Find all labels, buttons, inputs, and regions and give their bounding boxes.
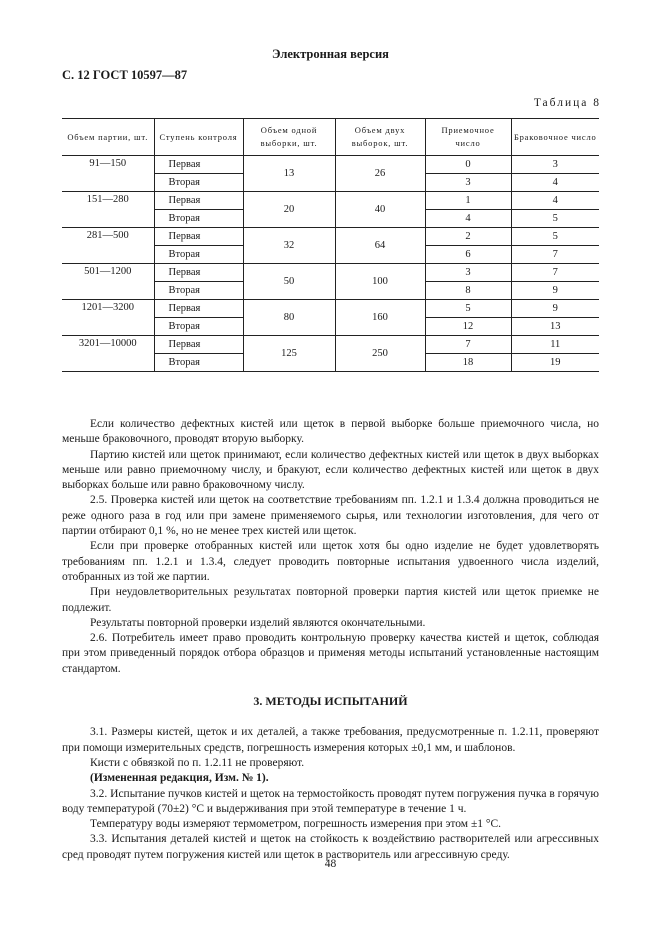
level-cell: Первая <box>154 228 243 246</box>
reject-cell: 7 <box>511 246 599 264</box>
page-header: С. 12 ГОСТ 10597—87 <box>62 68 188 82</box>
two-sample-cell: 40 <box>335 192 425 228</box>
edition-label: Электронная версия <box>272 47 389 61</box>
table-row <box>62 336 599 354</box>
level-cell: Первая <box>154 336 243 354</box>
two-sample-cell: 26 <box>335 156 425 192</box>
reject-cell: 7 <box>511 264 599 282</box>
col-header: Объем партии, шт. <box>62 119 154 156</box>
page-number: 48 <box>324 858 337 870</box>
accept-cell: 5 <box>425 300 511 318</box>
accept-cell: 1 <box>425 192 511 210</box>
level-cell: Вторая <box>154 210 243 228</box>
two-sample-cell: 250 <box>335 336 425 372</box>
accept-cell: 2 <box>425 228 511 246</box>
reject-cell: 3 <box>511 156 599 174</box>
accept-cell: 18 <box>425 354 511 372</box>
one-sample-cell: 32 <box>243 228 335 264</box>
two-sample-cell: 100 <box>335 264 425 300</box>
paragraph: 2.5. Проверка кистей или щеток на соответствие требованиям пп. 1.2.1 и 1.3.4 должна проводиться не реже одного раза в год или при замене применяемого сырья, или технологии изготовления, для чего от партии отбирают 0,1 %, но не менее трех кистей или щеток. <box>62 494 599 538</box>
table-caption: Таблица 8 <box>533 97 601 109</box>
paragraph: Температуру воды измеряют термометром, погрешность измерения при этом ±1 °С. <box>90 818 502 831</box>
one-sample-cell: 50 <box>243 264 335 300</box>
paragraph: 2.6. Потребитель имеет право проводить контрольную проверку качества кистей и щеток, соблюдая при этом приведенный порядок отбора образцов и применяя методы испытаний установленные настоящим стандартом. <box>62 632 599 675</box>
level-cell: Первая <box>154 300 243 318</box>
lot-size-cell: 1201—3200 <box>62 300 154 336</box>
level-cell: Вторая <box>154 354 243 372</box>
reject-cell: 9 <box>511 282 599 300</box>
paragraph: Если при проверке отобранных кистей или щеток хотя бы одно изделие не будет удовлетворять требованиям пп. 1.2.1 и 1.3.4, следует проводить повторные испытания удвоенного числа изделий, отобранных из той же партии. <box>62 540 599 583</box>
accept-cell: 6 <box>425 246 511 264</box>
table-header-row <box>62 119 599 156</box>
reject-cell: 13 <box>511 318 599 336</box>
section-title: 3. МЕТОДЫ ИСПЫТАНИЙ <box>253 694 408 709</box>
reject-cell: 5 <box>511 210 599 228</box>
table-row <box>62 264 599 282</box>
paragraph: 3.3. Испытания деталей кистей и щеток на стойкость к воздействию растворителей или агрессивных сред проводят путем погружения кистей или щеток в растворитель или агрессивную среду. <box>62 833 599 861</box>
paragraph: Партию кистей или щеток принимают, если количество дефектных кистей или щеток в двух выборках меньше или равно приемочному числу, и бракуют, если количество дефектных кистей или щеток в двух выборках больше или равно браковочному числу. <box>62 448 599 492</box>
level-cell: Вторая <box>154 246 243 264</box>
col-header: Приемочное число <box>425 119 511 156</box>
sampling-table <box>62 118 599 372</box>
paragraph: Если количество дефектных кистей или щеток в первой выборке больше приемочного числа, но меньше браковочного, проводят вторую выборку. <box>62 418 599 446</box>
body-text <box>62 417 599 863</box>
col-header: Ступень контроля <box>154 119 243 156</box>
accept-cell: 7 <box>425 336 511 354</box>
accept-cell: 0 <box>425 156 511 174</box>
accept-cell: 12 <box>425 318 511 336</box>
reject-cell: 11 <box>511 336 599 354</box>
one-sample-cell: 13 <box>243 156 335 192</box>
lot-size-cell: 91—150 <box>62 156 154 192</box>
paragraph: Кисти с обвязкой по п. 1.2.11 не проверяют. <box>90 756 305 769</box>
reject-cell: 4 <box>511 174 599 192</box>
level-cell: Вторая <box>154 318 243 336</box>
one-sample-cell: 20 <box>243 192 335 228</box>
two-sample-cell: 160 <box>335 300 425 336</box>
lot-size-cell: 3201—10000 <box>62 336 154 372</box>
table-row <box>62 192 599 210</box>
amendment-note: (Измененная редакция, Изм. № 1). <box>90 772 269 785</box>
accept-cell: 4 <box>425 210 511 228</box>
level-cell: Первая <box>154 156 243 174</box>
paragraph: При неудовлетворительных результатах повторной проверки партия кистей или щеток приемке не подлежит. <box>62 586 599 614</box>
paragraph: 3.2. Испытание пучков кистей и щеток на термостойкость проводят путем погружения пучка в горячую воду температурой (70±2) °С и выдерживания при этой температуре в течение 1 ч. <box>62 787 599 815</box>
lot-size-cell: 501—1200 <box>62 264 154 300</box>
col-header: Объем одной выборки, шт. <box>243 119 335 156</box>
col-header: Браковочное число <box>511 119 599 156</box>
table-row <box>62 156 599 174</box>
reject-cell: 4 <box>511 192 599 210</box>
one-sample-cell: 125 <box>243 336 335 372</box>
reject-cell: 19 <box>511 354 599 372</box>
reject-cell: 9 <box>511 300 599 318</box>
level-cell: Вторая <box>154 282 243 300</box>
level-cell: Первая <box>154 264 243 282</box>
accept-cell: 3 <box>425 174 511 192</box>
two-sample-cell: 64 <box>335 228 425 264</box>
table-row <box>62 300 599 318</box>
col-header: Объем двух выборок, шт. <box>335 119 425 156</box>
paragraph: 3.1. Размеры кистей, щеток и их деталей, а также требования, предусмотренные п. 1.2.11, проверяют при помощи измерительных средств, погрешность измерения которых ±0,1 мм, и шаблонов. <box>62 726 599 754</box>
lot-size-cell: 281—500 <box>62 228 154 264</box>
lot-size-cell: 151—280 <box>62 192 154 228</box>
paragraph: Результаты повторной проверки изделий являются окончательными. <box>90 616 426 629</box>
table-row <box>62 228 599 246</box>
reject-cell: 5 <box>511 228 599 246</box>
level-cell: Вторая <box>154 174 243 192</box>
one-sample-cell: 80 <box>243 300 335 336</box>
accept-cell: 8 <box>425 282 511 300</box>
level-cell: Первая <box>154 192 243 210</box>
accept-cell: 3 <box>425 264 511 282</box>
